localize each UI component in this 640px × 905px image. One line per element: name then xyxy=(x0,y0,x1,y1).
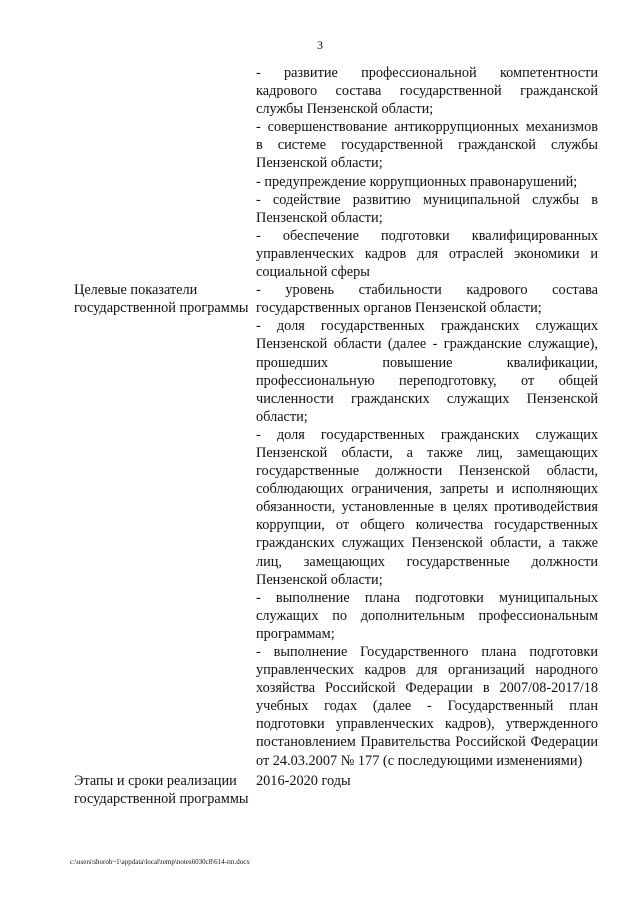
stages-value: 2016-2020 годы xyxy=(256,772,351,789)
target-item: - доля государственных гражданских служащих Пензенской области (далее - гражданские служащие), прошедших повышение квалификации, профессиональную переподготовку, от общей численности гражданских служащих Пензенской области; xyxy=(256,318,598,425)
task-item: - развитие профессиональной компетентности кадрового состава государственной гражданской службы Пензенской области; xyxy=(256,65,598,118)
task-item: - предупреждение коррупционных правонарушений; xyxy=(256,173,578,190)
tasks-value xyxy=(256,64,598,281)
target-item: - выполнение Государственного плана подготовки управленческих кадров для организаций народного хозяйства Российской Федерации в 2007/08-2017/18 учебных годах (далее - Государственный план подготовки управленческих кадров), утвержденного постановлением Правительства Российской Федерации от 24.03.2007 № 177 (с последующими изменениями) xyxy=(256,644,598,769)
targets-label: Целевые показатели государственной программы xyxy=(74,282,249,317)
tasks-row xyxy=(74,64,598,281)
task-item: - обеспечение подготовки квалифицированных управленческих кадров для отраслей экономики и социальной сферы xyxy=(256,227,598,281)
stages-label: Этапы и сроки реализации государственной программы xyxy=(74,772,249,807)
targets-value xyxy=(256,281,598,770)
targets-row xyxy=(74,281,598,770)
target-item: - выполнение плана подготовки муниципальных служащих по дополнительным профессиональным программам; xyxy=(256,589,598,642)
target-item: - уровень стабильности кадрового состава государственных органов Пензенской области; xyxy=(256,282,598,317)
task-item: - совершенствование антикоррупционных механизмов в системе государственной гражданской службы Пензенской области; xyxy=(256,119,598,172)
passport-table xyxy=(74,64,598,808)
task-item: - содействие развитию муниципальной службы в Пензенской области; xyxy=(256,191,598,226)
page-number: 3 xyxy=(317,38,323,52)
target-item: - доля государственных гражданских служащих Пензенской области, а также лиц, замещающих государственные должности Пензенской области, соблюдающих ограничения, запреты и исполняющих обязанности, установленные в целях противодействия коррупции, от общего количества государственных гражданских служащих Пензенской области, а также лиц, замещающих государственные должности Пензенской области; xyxy=(256,426,598,588)
footer-file-path: c:\users\shoroh~1\appdata\local\temp\notes6030c8\614-пп.docx xyxy=(70,858,250,866)
stages-row xyxy=(74,772,598,808)
